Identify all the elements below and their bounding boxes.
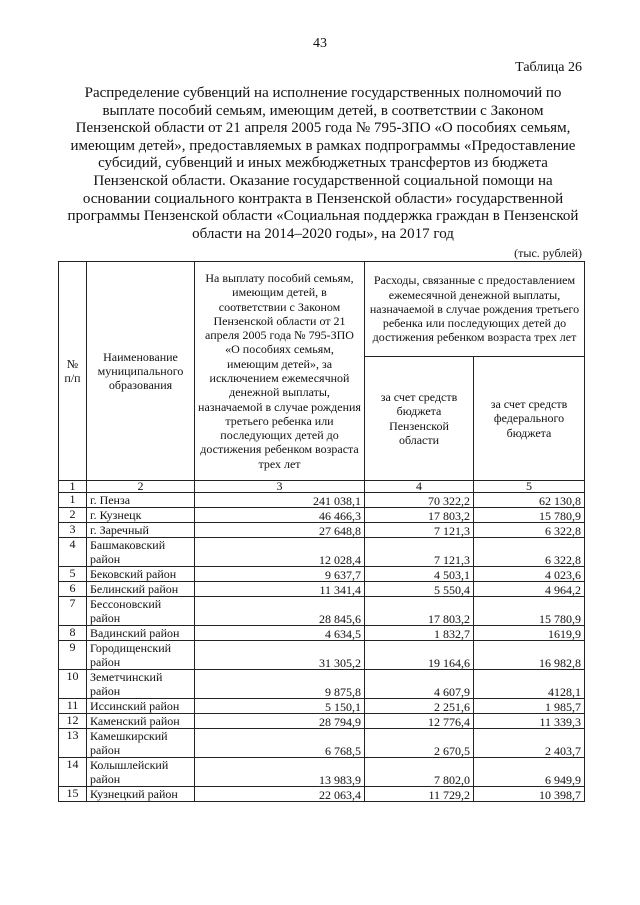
municipality-name: г. Пенза (87, 493, 195, 508)
federal-budget-amount: 4128,1 (474, 670, 585, 699)
row-number: 1 (59, 493, 87, 508)
municipality-name: Городищенский район (87, 641, 195, 670)
regional-budget-amount: 12 776,4 (365, 714, 474, 729)
benefits-amount: 27 648,8 (195, 523, 365, 538)
table-row (59, 582, 585, 597)
table-row (59, 538, 585, 567)
table-row (59, 641, 585, 670)
federal-budget-amount: 6 322,8 (474, 523, 585, 538)
table-row (59, 523, 585, 538)
row-number: 4 (59, 538, 87, 567)
benefits-amount: 22 063,4 (195, 787, 365, 802)
municipality-name: г. Кузнецк (87, 508, 195, 523)
municipality-name: Земетчинский район (87, 670, 195, 699)
regional-budget-amount: 2 251,6 (365, 699, 474, 714)
benefits-amount: 28 794,9 (195, 714, 365, 729)
table-row (59, 787, 585, 802)
header-regional-budget: за счет средств бюджета Пензенской области (365, 357, 474, 481)
municipality-name: Кузнецкий район (87, 787, 195, 802)
federal-budget-amount: 1 985,7 (474, 699, 585, 714)
benefits-amount: 4 634,5 (195, 626, 365, 641)
benefits-amount: 12 028,4 (195, 538, 365, 567)
regional-budget-amount: 4 503,1 (365, 567, 474, 582)
subventions-table (58, 261, 585, 802)
table-row (59, 597, 585, 626)
units-label: (тыс. рублей) (514, 246, 582, 260)
row-number: 13 (59, 729, 87, 758)
municipality-name: Белинский район (87, 582, 195, 597)
regional-budget-amount: 2 670,5 (365, 729, 474, 758)
benefits-amount: 9 875,8 (195, 670, 365, 699)
benefits-amount: 241 038,1 (195, 493, 365, 508)
table-label: Таблица 26 (515, 60, 582, 75)
row-number: 5 (59, 567, 87, 582)
federal-budget-amount: 6 949,9 (474, 758, 585, 787)
municipality-name: Колышлейский район (87, 758, 195, 787)
column-number: 1 (59, 481, 87, 493)
federal-budget-amount: 2 403,7 (474, 729, 585, 758)
table-row (59, 493, 585, 508)
federal-budget-amount: 16 982,8 (474, 641, 585, 670)
federal-budget-amount: 11 339,3 (474, 714, 585, 729)
row-number: 3 (59, 523, 87, 538)
table-row (59, 508, 585, 523)
column-numbers-row (59, 481, 585, 493)
table-row (59, 670, 585, 699)
benefits-amount: 11 341,4 (195, 582, 365, 597)
benefits-amount: 28 845,6 (195, 597, 365, 626)
header-benefits: На выплату пособий семьям, имеющим детей, в соответствии с Законом Пензенской области от 21 апреля 2005 года № 795-ЗПО «О пособиях семьям, имеющим детей», за исключением ежемесячной денежной выплаты, назначаемой в случае рождения третьего ребенка или последующих детей до достижения ребенком возраста трех лет (195, 262, 365, 481)
municipality-name: Каменский район (87, 714, 195, 729)
regional-budget-amount: 4 607,9 (365, 670, 474, 699)
row-number: 8 (59, 626, 87, 641)
benefits-amount: 13 983,9 (195, 758, 365, 787)
column-number: 5 (474, 481, 585, 493)
benefits-amount: 9 637,7 (195, 567, 365, 582)
municipality-name: Бессоновский район (87, 597, 195, 626)
regional-budget-amount: 7 121,3 (365, 523, 474, 538)
row-number: 14 (59, 758, 87, 787)
municipality-name: г. Заречный (87, 523, 195, 538)
regional-budget-amount: 17 803,2 (365, 508, 474, 523)
column-number: 4 (365, 481, 474, 493)
benefits-amount: 31 305,2 (195, 641, 365, 670)
document-title: Распределение субвенций на исполнение государственных полномочий по выплате пособий семьям, имеющим детей, в соответствии с Законом Пензенской области от 21 апреля 2005 года № 795-ЗПО «О пособиях семьям, имеющим детей», предоставляемых в рамках подпрограммы «Предоставление субсидий, субвенций и иных межбюджетных трансфертов из бюджета Пензенской области. Оказание государственной социальной помощи на основании социального контракта в Пензенской области» государственной программы Пензенской области «Социальная поддержка граждан в Пензенской области на 2014–2020 годы», на 2017 год (67, 85, 579, 242)
regional-budget-amount: 1 832,7 (365, 626, 474, 641)
federal-budget-amount: 4 023,6 (474, 567, 585, 582)
row-number: 12 (59, 714, 87, 729)
table-row (59, 758, 585, 787)
municipality-name: Башмаковский район (87, 538, 195, 567)
municipality-name: Бековский район (87, 567, 195, 582)
page-number: 43 (313, 36, 327, 51)
federal-budget-amount: 15 780,9 (474, 508, 585, 523)
regional-budget-amount: 11 729,2 (365, 787, 474, 802)
regional-budget-amount: 19 164,6 (365, 641, 474, 670)
table-row (59, 729, 585, 758)
federal-budget-amount: 10 398,7 (474, 787, 585, 802)
benefits-amount: 6 768,5 (195, 729, 365, 758)
regional-budget-amount: 17 803,2 (365, 597, 474, 626)
row-number: 15 (59, 787, 87, 802)
header-monthly-payment-group: Расходы, связанные с предоставлением ежемесячной денежной выплаты, назначаемой в случае рождения третьего ребенка или последующих детей до достижения ребенком возраста трех лет (365, 262, 585, 357)
row-number: 6 (59, 582, 87, 597)
municipality-name: Вадинский район (87, 626, 195, 641)
row-number: 11 (59, 699, 87, 714)
regional-budget-amount: 70 322,2 (365, 493, 474, 508)
benefits-amount: 5 150,1 (195, 699, 365, 714)
regional-budget-amount: 7 121,3 (365, 538, 474, 567)
table-row (59, 567, 585, 582)
header-municipality: Наименование муниципального образования (87, 262, 195, 481)
row-number: 7 (59, 597, 87, 626)
row-number: 10 (59, 670, 87, 699)
benefits-amount: 46 466,3 (195, 508, 365, 523)
table-row (59, 714, 585, 729)
federal-budget-amount: 62 130,8 (474, 493, 585, 508)
header-federal-budget: за счет средств федерального бюджета (474, 357, 585, 481)
header-number: № п/п (59, 262, 87, 481)
regional-budget-amount: 7 802,0 (365, 758, 474, 787)
row-number: 9 (59, 641, 87, 670)
municipality-name: Камешкирский район (87, 729, 195, 758)
federal-budget-amount: 1619,9 (474, 626, 585, 641)
municipality-name: Иссинский район (87, 699, 195, 714)
row-number: 2 (59, 508, 87, 523)
table-row (59, 626, 585, 641)
regional-budget-amount: 5 550,4 (365, 582, 474, 597)
column-number: 2 (87, 481, 195, 493)
federal-budget-amount: 15 780,9 (474, 597, 585, 626)
federal-budget-amount: 6 322,8 (474, 538, 585, 567)
federal-budget-amount: 4 964,2 (474, 582, 585, 597)
table-row (59, 699, 585, 714)
column-number: 3 (195, 481, 365, 493)
